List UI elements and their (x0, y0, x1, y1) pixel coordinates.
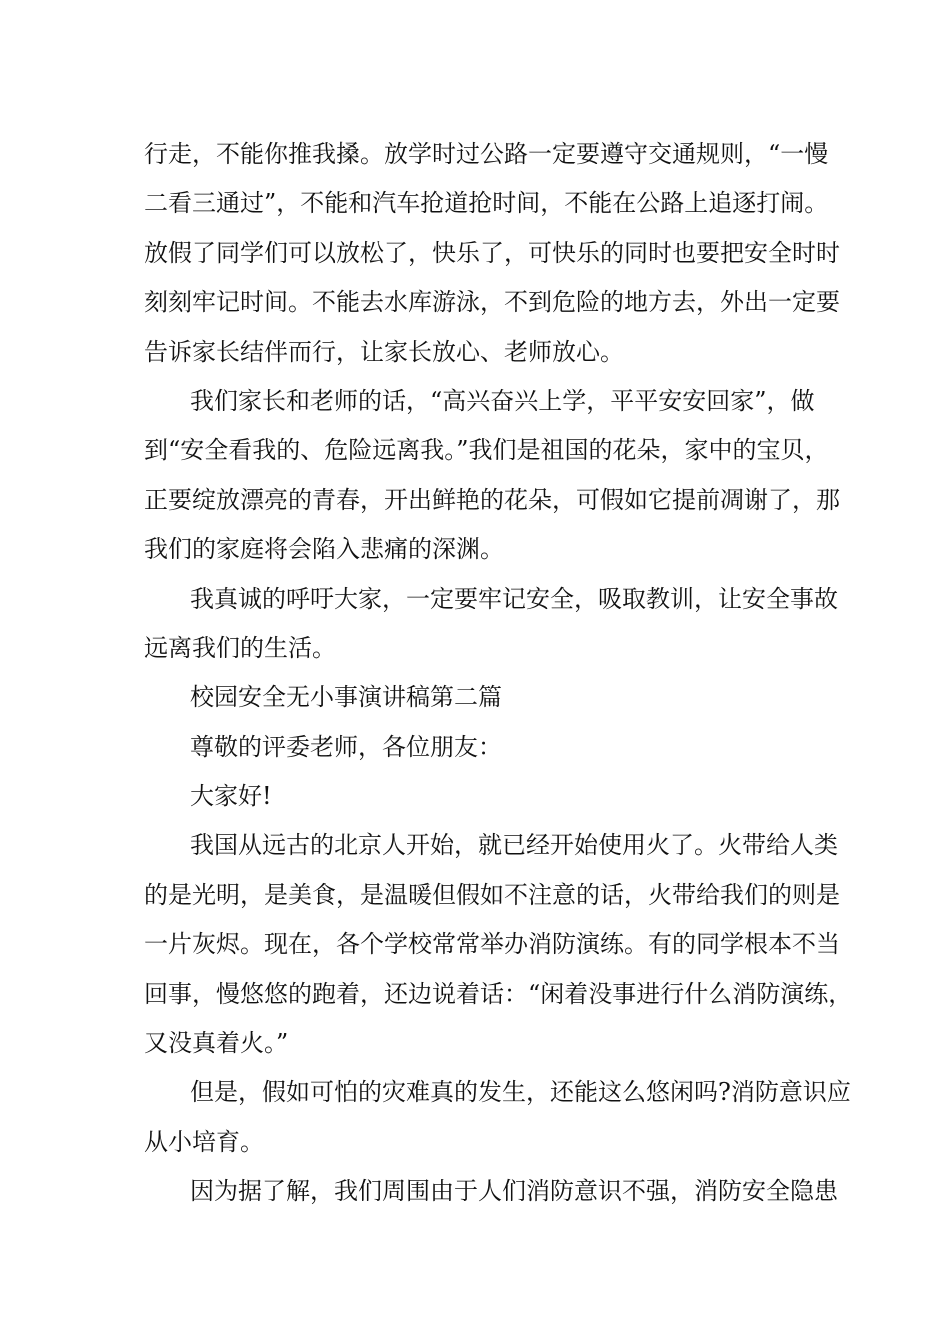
text-line: 但是，假如可怕的灾难真的发生，还能这么悠闲吗?消防意识应 (190, 1078, 851, 1107)
text-line: 到“安全看我的、危险远离我。”我们是祖国的花朵，家中的宝贝， (144, 436, 829, 465)
text-line: 刻刻牢记时间。不能去水库游泳，不到危险的地方去，外出一定要 (144, 288, 840, 317)
text-line: 正要绽放漂亮的青春，开出鲜艳的花朵，可假如它提前凋谢了，那 (144, 485, 840, 514)
text-line: 从小培育。 (144, 1127, 264, 1156)
text-line: 行走，不能你推我搡。放学时过公路一定要遵守交通规则，“一慢 (144, 140, 829, 168)
text-line: 我真诚的呼吁大家，一定要牢记安全，吸取教训，让安全事故 (190, 584, 838, 613)
text-line: 二看三通过”，不能和汽车抢道抢时间，不能在公路上追逐打闹。 (144, 189, 829, 218)
text-line: 校园安全无小事演讲稿第二篇 (190, 683, 502, 712)
text-line: 一片灰烬。现在，各个学校常常举办消防演练。有的同学根本不当 (144, 930, 840, 959)
document-body-text (144, 130, 853, 1217)
text-line: 又没真着火。” (144, 1029, 289, 1058)
text-line: 告诉家长结伴而行，让家长放心、老师放心。 (144, 337, 624, 366)
text-line: 放假了同学们可以放松了，快乐了，可快乐的同时也要把安全时时 (144, 238, 840, 267)
text-line: 大家好! (190, 782, 272, 811)
text-line: 我们的家庭将会陷入悲痛的深渊。 (144, 535, 504, 564)
text-line: 因为据了解，我们周围由于人们消防意识不强，消防安全隐患 (190, 1177, 838, 1206)
text-line: 远离我们的生活。 (144, 633, 336, 662)
text-line: 我们家长和老师的话，“高兴奋兴上学，平平安安回家”，做 (190, 386, 815, 415)
text-line: 回事，慢悠悠的跑着，还边说着话：“闲着没事进行什么消防演练， (144, 979, 853, 1008)
text-line: 尊敬的评委老师，各位朋友： (190, 732, 502, 761)
text-line: 我国从远古的北京人开始，就已经开始使用火了。火带给人类 (190, 831, 838, 860)
text-line: 的是光明，是美食，是温暖但假如不注意的话，火带给我们的则是 (144, 880, 840, 909)
